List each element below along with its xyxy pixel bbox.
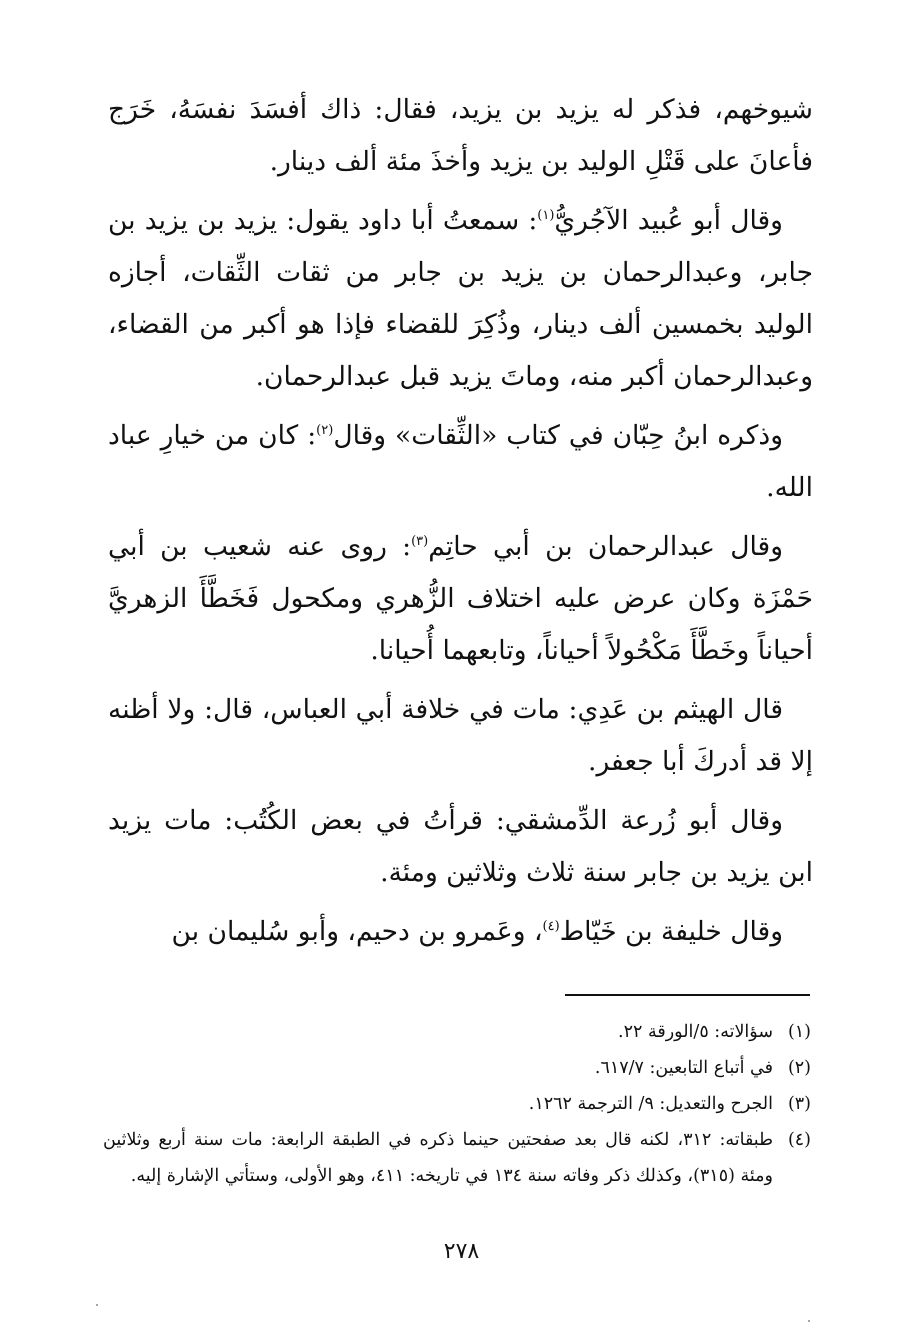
footnote-text: سؤالاته: ٥/الورقة ٢٢. <box>618 1022 773 1042</box>
footnote-4 <box>103 1122 811 1194</box>
paragraph-text-before: وذكره ابنُ حِبّان في كتاب «الثِّقات» وقال <box>333 420 783 451</box>
paragraph-text: قال الهيثم بن عَدِي: مات في خلافة أبي العباس، قال: ولا أظنه إلا قد أدركَ أبا جعفر. <box>108 694 813 777</box>
footnote-ref-2[interactable]: (٢) <box>316 423 334 439</box>
paragraph-6 <box>108 795 813 899</box>
scan-speck <box>808 1320 810 1322</box>
footnote-text: الجرح والتعديل: ٩/ الترجمة ١٢٦٢. <box>528 1094 773 1114</box>
footnotes <box>103 1014 811 1194</box>
paragraph-text-after: : كان من خيارِ عباد الله. <box>108 420 813 503</box>
paragraph-text-before: وقال عبدالرحمان بن أبي حاتِم <box>428 531 783 562</box>
footnote-ref-4[interactable]: (٤) <box>542 919 560 935</box>
footnote-number: (٢) <box>787 1058 811 1078</box>
paragraph-3 <box>108 410 813 514</box>
paragraph-text-after: ، وعَمرو بن دحيم، وأبو سُليمان بن <box>171 916 543 947</box>
footnote-3 <box>103 1086 811 1122</box>
paragraph-2 <box>108 195 813 403</box>
footnote-number: (١) <box>787 1022 811 1042</box>
footnote-number: (٤) <box>787 1130 811 1150</box>
footnote-2 <box>103 1050 811 1086</box>
paragraph-text-after: : روى عنه شعيب بن أبي حَمْزَة وكان عرض عليه اختلاف الزُّهري ومكحول فَخَطَّأَ الزهريَّ أحياناً وخَطَّأَ مَكْحُولاً أحياناً، وتابعهما أُحيانا. <box>108 531 813 666</box>
footnote-text: في أتباع التابعين: ٦١٧/٧. <box>594 1058 773 1078</box>
footnote-number: (٣) <box>787 1094 811 1114</box>
scan-speck <box>96 1304 98 1306</box>
main-text <box>108 84 813 965</box>
paragraph-text: وقال أبو زُرعة الدِّمشقي: قرأتُ في بعض الكُتُب: مات يزيد ابن يزيد بن جابر سنة ثلاث وثلاثين ومئة. <box>108 805 813 888</box>
paragraph-5 <box>108 684 813 788</box>
footnote-ref-1[interactable]: (١) <box>537 208 555 224</box>
paragraph-text-after: : سمعتُ أبا داود يقول: يزيد بن يزيد بن جابر، وعبدالرحمان بن يزيد بن جابر من ثقات الثِّقات، أجازه الوليد بخمسين ألف دينار، وذُكِرَ للقضاء فإذا هو أكبر من القضاء، وعبدالرحمان أكبر منه، وماتَ يزيد قبل عبدالرحمان. <box>108 205 813 392</box>
paragraph-4 <box>108 521 813 677</box>
paragraph-7 <box>108 906 813 958</box>
paragraph-text: شيوخهم، فذكر له يزيد بن يزيد، فقال: ذاك أفسَدَ نفسَهُ، خَرَج فأعانَ على قَتْلِ الوليد بن يزيد وأخذَ مئة ألف دينار. <box>108 94 813 177</box>
footnote-1 <box>103 1014 811 1050</box>
paragraph-text-before: وقال أبو عُبيد الآجُريُّ <box>554 205 783 236</box>
paragraph-1 <box>108 84 813 188</box>
footnote-text: طبقاته: ٣١٢، لكنه قال بعد صفحتين حينما ذكره في الطبقة الرابعة: مات سنة أربع وثلاثين ومئة (٣١٥)، وكذلك ذكر وفاته سنة ١٣٤ في تاريخه: ٤١١، وهو الأولى، وستأتي الإشارة إليه. <box>103 1130 773 1186</box>
page-number: ٢٧٨ <box>443 1239 480 1264</box>
footnote-separator <box>565 994 810 996</box>
paragraph-text-before: وقال خليفة بن خَيّاط <box>559 916 783 947</box>
footnote-ref-3[interactable]: (٣) <box>411 534 429 550</box>
